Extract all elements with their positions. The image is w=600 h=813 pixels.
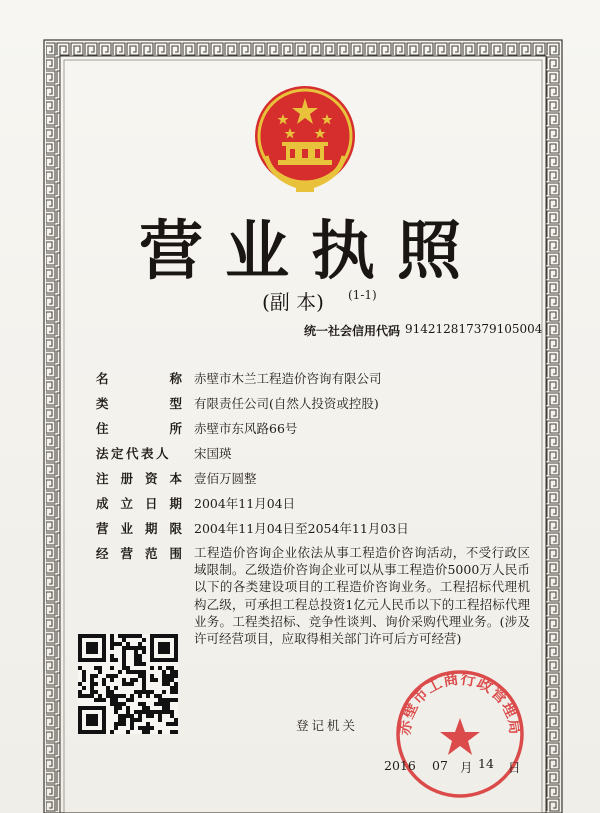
- field-value-address: 赤壁市东风路66号: [194, 421, 298, 436]
- field-label: 经 营 范 围: [96, 546, 182, 561]
- business-scope-text: 工程造价咨询企业依法从事工程造价咨询活动，不受行政区域限制。乙级造价咨询企业可以从事工程造价5000万人民币以下的各类建设项目的工程造价咨询业务。工程招标代理机构乙级，可承担工程总投资1亿元人民币以下的工程招标代理业务。工程类招标、竞争性谈判、询价采购代理业务。(涉及许可经营项目，应取得相关部门许可后方可经营): [194, 545, 530, 647]
- field-label: 名 称: [96, 371, 182, 386]
- registration-authority-label: 登记机关: [296, 718, 359, 733]
- field-value-company-type: 有限责任公司(自然人投资或控股): [194, 396, 379, 411]
- field-label: 法定代表人: [96, 446, 172, 461]
- qr-code: [78, 634, 178, 734]
- national-emblem-icon: [252, 84, 358, 194]
- license-title: 营业执照: [139, 215, 483, 289]
- field-label: 注 册 资 本: [96, 471, 182, 486]
- field-label: 营 业 期 限: [96, 521, 182, 536]
- credit-code-label: 统一社会信用代码: [304, 324, 401, 338]
- field-value-capital: 壹佰万圆整: [194, 471, 257, 486]
- issue-day: 14: [478, 756, 494, 771]
- field-value-company-name: 赤壁市木兰工程造价咨询有限公司: [194, 371, 382, 386]
- field-value-established-date: 2004年11月04日: [194, 496, 296, 511]
- copy-number: (1-1): [348, 288, 377, 302]
- month-word: 月: [460, 760, 473, 775]
- field-label: 住 所: [96, 421, 182, 436]
- credit-code-value: 91421281737910500​4: [405, 322, 543, 336]
- seal-text: 赤壁市工商行政管理局: [395, 669, 525, 737]
- field-value-business-term: 2004年11月04日至2054年11月03日: [194, 521, 409, 536]
- copy-type-subtitle: (副 本): [262, 290, 324, 314]
- official-seal-icon: [390, 664, 530, 804]
- issue-year: 2016: [384, 758, 416, 773]
- field-label: 类 型: [96, 396, 182, 411]
- day-word: 日: [508, 760, 521, 775]
- issue-month: 07: [432, 758, 448, 773]
- field-value-legal-rep: 宋国瑛: [194, 446, 232, 461]
- field-label: 成 立 日 期: [96, 496, 182, 511]
